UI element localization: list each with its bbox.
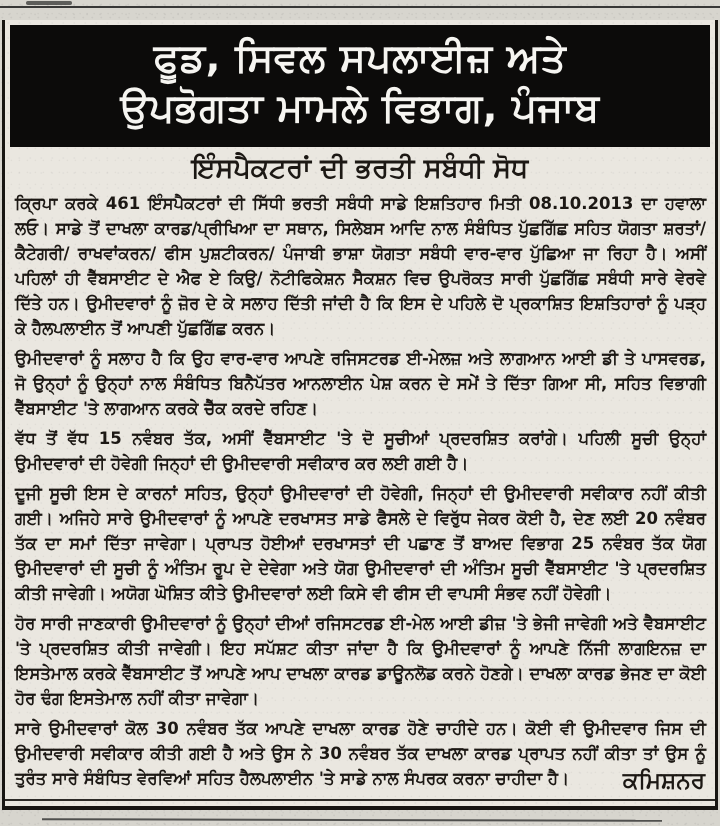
notice-paragraph: ਕ੍ਰਿਪਾ ਕਰਕੇ 461 ਇੰਸਪੈਕਟਰਾਂ ਦੀ ਸਿੱਧੀ ਭਰਤੀ ਸਬੰਧੀ ਸਾਡੇ ਇਸ਼ਤਿਹਾਰ ਮਿਤੀ 08.10.2013 ਦਾ ਹਵਾਲਾ ਲਓ। ਸਾਡੇ ਤੋਂ ਦਾਖਲਾ ਕਾਰਡ/ਪ੍ਰੀਖਿਆ ਦਾ ਸਥਾਨ, ਸਿਲੇਬਸ ਆਦਿ ਨਾਲ ਸੰਬੰਧਿਤ ਪੁੱਛਗਿੱਛ ਸਹਿਤ ਯੋਗਤਾ ਸ਼ਰਤਾਂ/ ਕੈਟੇਗਰੀ/ ਰਾਖਵਾਂਕਰਨ/ ਫੀਸ ਪੁਸ਼ਟੀਕਰਨ/ ਪੰਜਾਬੀ ਭਾਸ਼ਾ ਯੋਗਤਾ ਸਬੰਧੀ ਵਾਰ-ਵਾਰ ਪੁੱਛਿਆ ਜਾ ਰਿਹਾ ਹੈ। ਅਸੀਂ ਪਹਿਲਾਂ ਹੀ ਵੈੱਬਸਾਈਟ ਦੇ ਐਫ ਏ ਕਿਉ/ ਨੋਟੀਫਿਕੇਸ਼ਨ ਸੈਕਸ਼ਨ ਵਿਚ ਉਪਰੋਕਤ ਸਾਰੀ ਪੁੱਛਗਿੱਛ ਸਬੰਧੀ ਸਾਰੇ ਵੇਰਵੇ ਦਿੱਤੇ ਹਨ। ਉਮੀਦਵਾਰਾਂ ਨੂੰ ਜ਼ੋਰ ਦੇ ਕੇ ਸਲਾਹ ਦਿੱਤੀ ਜਾਂਦੀ ਹੈ ਕਿ ਇਸ ਦੇ ਪਹਿਲੇ ਦੋ ਪ੍ਰਕਾਸ਼ਿਤ ਇਸ਼ਤਿਹਾਰਾਂ ਨੂੰ ਪੜ੍ਹ ਕੇ ਹੈਲਪਲਾਈਨ ਤੋਂ ਆਪਣੀ ਪੁੱਛਗਿੱਛ ਕਰਨ। bbox=[15, 194, 706, 338]
notice-paragraph: ਹੋਰ ਸਾਰੀ ਜਾਣਕਾਰੀ ਉਮੀਦਵਾਰਾਂ ਨੂੰ ਉਨ੍ਹਾਂ ਦੀਆਂ ਰਜਿਸਟਰਡ ਈ-ਮੇਲ ਆਈ ਡੀਜ਼ 'ਤੇ ਭੇਜੀ ਜਾਵੇਗੀ ਅਤੇ ਵੈਬਸਾਈਟ 'ਤੇ ਪ੍ਰਦਰਸ਼ਿਤ ਕੀਤੀ ਜਾਵੇਗੀ। ਇਹ ਸਪੱਸ਼ਟ ਕੀਤਾ ਜਾਂਦਾ ਹੈ ਕਿ ਉਮੀਦਵਾਰਾਂ ਨੂੰ ਆਪਣੇ ਨਿੱਜੀ ਲਾਗਇਨਜ਼ ਦਾ ਇਸਤੇਮਾਲ ਕਰਕੇ ਵੈੱਬਸਾਈਟ ਤੋਂ ਆਪਣੇ ਆਪ ਦਾਖਲਾ ਕਾਰਡ ਡਾਊਨਲੋਡ ਕਰਨੇ ਹੋਣਗੇ। ਦਾਖਲਾ ਕਾਰਡ ਭੇਜਣ ਦਾ ਕੋਈ ਹੋਰ ਢੰਗ ਇਸਤੇਮਾਲ ਨਹੀਂ ਕੀਤਾ ਜਾਵੇਗਾ। bbox=[15, 614, 706, 708]
department-title-line1: ਫੂਡ, ਸਿਵਲ ਸਪਲਾਈਜ਼ ਅਤੇ bbox=[153, 36, 567, 81]
commissioner-signature: ਕਮਿਸ਼ਨਰ bbox=[622, 768, 705, 794]
department-title-line2: ਉਪਭੋਗਤਾ ਮਾਮਲੇ ਵਿਭਾਗ, ਪੰਜਾਬ bbox=[120, 86, 600, 131]
scan-bottom-margin bbox=[0, 810, 720, 822]
notice-body bbox=[5, 189, 715, 791]
notice-paragraph: ਦੂਜੀ ਸੂਚੀ ਇਸ ਦੇ ਕਾਰਨਾਂ ਸਹਿਤ, ਉਨ੍ਹਾਂ ਉਮੀਦਵਾਰਾਂ ਦੀ ਹੋਵੇਗੀ, ਜਿਨ੍ਹਾਂ ਦੀ ਉਮੀਦਵਾਰੀ ਸਵੀਕਾਰ ਨਹੀਂ ਕੀਤੀ ਗਈ। ਅਜਿਹੇ ਸਾਰੇ ਉਮੀਦਵਾਰਾਂ ਨੂੰ ਆਪਣੇ ਦਰਖਾਸਤ ਸਾਡੇ ਫੈਸਲੇ ਦੇ ਵਿਰੁੱਧ ਜੇਕਰ ਕੋਈ ਹੈ, ਦੇਣ ਲਈ 20 ਨਵੰਬਰ ਤੱਕ ਦਾ ਸਮਾਂ ਦਿੱਤਾ ਜਾਵੇਗਾ। ਪ੍ਰਾਪਤ ਹੋਈਆਂ ਦਰਖਾਸਤਾਂ ਦੀ ਪਛਾਣ ਤੋਂ ਬਾਅਦ ਵਿਭਾਗ 25 ਨਵੰਬਰ ਤੱਕ ਯੋਗ ਉਮੀਦਵਾਰਾਂ ਦੀ ਸੂਚੀ ਨੂੰ ਅੰਤਿਮ ਰੂਪ ਦੇ ਦੇਵੇਗਾ ਅਤੇ ਯੋਗ ਉਮੀਦਵਾਰਾਂ ਦੀ ਅੰਤਿਮ ਸੂਚੀ ਵੈੱਬਸਾਈਟ 'ਤੇ ਪ੍ਰਦਰਸ਼ਿਤ ਕੀਤੀ ਜਾਵੇਗੀ। ਅਯੋਗ ਘੋਸ਼ਿਤ ਕੀਤੇ ਉਮੀਦਵਾਰਾਂ ਲਈ ਕਿਸੇ ਵੀ ਫੀਸ ਦੀ ਵਾਪਸੀ ਸੰਭਵ ਨਹੀਂ ਹੋਵੇਗੀ। bbox=[15, 484, 706, 603]
notice-paragraph: ਵੱਧ ਤੋਂ ਵੱਧ 15 ਨਵੰਬਰ ਤੱਕ, ਅਸੀਂ ਵੈੱਬਸਾਈਟ 'ਤੇ ਦੋ ਸੂਚੀਆਂ ਪ੍ਰਦਰਸ਼ਿਤ ਕਰਾਂਗੇ। ਪਹਿਲੀ ਸੂਚੀ ਉਨ੍ਹਾਂ ਉਮੀਦਵਾਰਾਂ ਦੀ ਹੋਵੇਗੀ ਜਿਨ੍ਹਾਂ ਦੀ ਉਮੀਦਵਾਰੀ ਸਵੀਕਾਰ ਕਰ ਲਈ ਗਈ ਹੈ। bbox=[15, 429, 706, 473]
department-banner bbox=[10, 25, 710, 147]
top-rule-line bbox=[0, 6, 720, 8]
notice-paragraph: ਸਾਰੇ ਉਮੀਦਵਾਰਾਂ ਕੋਲ 30 ਨਵੰਬਰ ਤੱਕ ਆਪਣੇ ਦਾਖਲਾ ਕਾਰਡ ਹੋਣੇ ਚਾਹੀਦੇ ਹਨ। ਕੋਈ ਵੀ ਉਮੀਦਵਾਰ ਜਿਸ ਦੀ ਉਮੀਦਵਾਰੀ ਸਵੀਕਾਰ ਕੀਤੀ ਗਈ ਹੈ ਅਤੇ ਉਸ ਨੇ 30 ਨਵੰਬਰ ਤੱਕ ਦਾਖਲਾ ਕਾਰਡ ਪ੍ਰਾਪਤ ਨਹੀਂ ਕੀਤਾ ਤਾਂ ਉਸ ਨੂੰ ਤੁਰੰਤ ਸਾਰੇ ਸੰਬੰਧਿਤ ਵੇਰਵਿਆਂ ਸਹਿਤ ਹੈਲਪਲਾਈਨ 'ਤੇ ਸਾਡੇ ਨਾਲ ਸੰਪਰਕ ਕਰਨਾ ਚਾਹੀਦਾ ਹੈ। bbox=[15, 719, 706, 788]
scan-top-margin bbox=[0, 0, 720, 20]
notice-article bbox=[2, 20, 718, 810]
notice-paragraph: ਉਮੀਦਵਾਰਾਂ ਨੂੰ ਸਲਾਹ ਹੈ ਕਿ ਉਹ ਵਾਰ-ਵਾਰ ਆਪਣੇ ਰਜਿਸਟਰਡ ਈ-ਮੇਲਜ਼ ਅਤੇ ਲਾਗਆਨ ਆਈ ਡੀ ਤੇ ਪਾਸਵਰਡ, ਜੋ ਉਨ੍ਹਾਂ ਨੂੰ ਉਨ੍ਹਾਂ ਨਾਲ ਸੰਬੰਧਿਤ ਬਿਨੈਪੱਤਰ ਆਨਲਾਈਨ ਪੇਸ਼ ਕਰਨ ਦੇ ਸਮੇਂ ਤੇ ਦਿੱਤਾ ਗਿਆ ਸੀ, ਸਹਿਤ ਵਿਭਾਗੀ ਵੈੱਬਸਾਈਟ 'ਤੇ ਲਾਗਆਨ ਕਰਕੇ ਚੈੱਕ ਕਰਦੇ ਰਹਿਣ। bbox=[15, 349, 706, 418]
notice-heading: ਇੰਸਪੈਕਟਰਾਂ ਦੀ ਭਰਤੀ ਸਬੰਧੀ ਸੋਧ bbox=[191, 153, 529, 184]
scan-artifact bbox=[26, 1, 72, 5]
next-article-rule bbox=[42, 818, 662, 822]
